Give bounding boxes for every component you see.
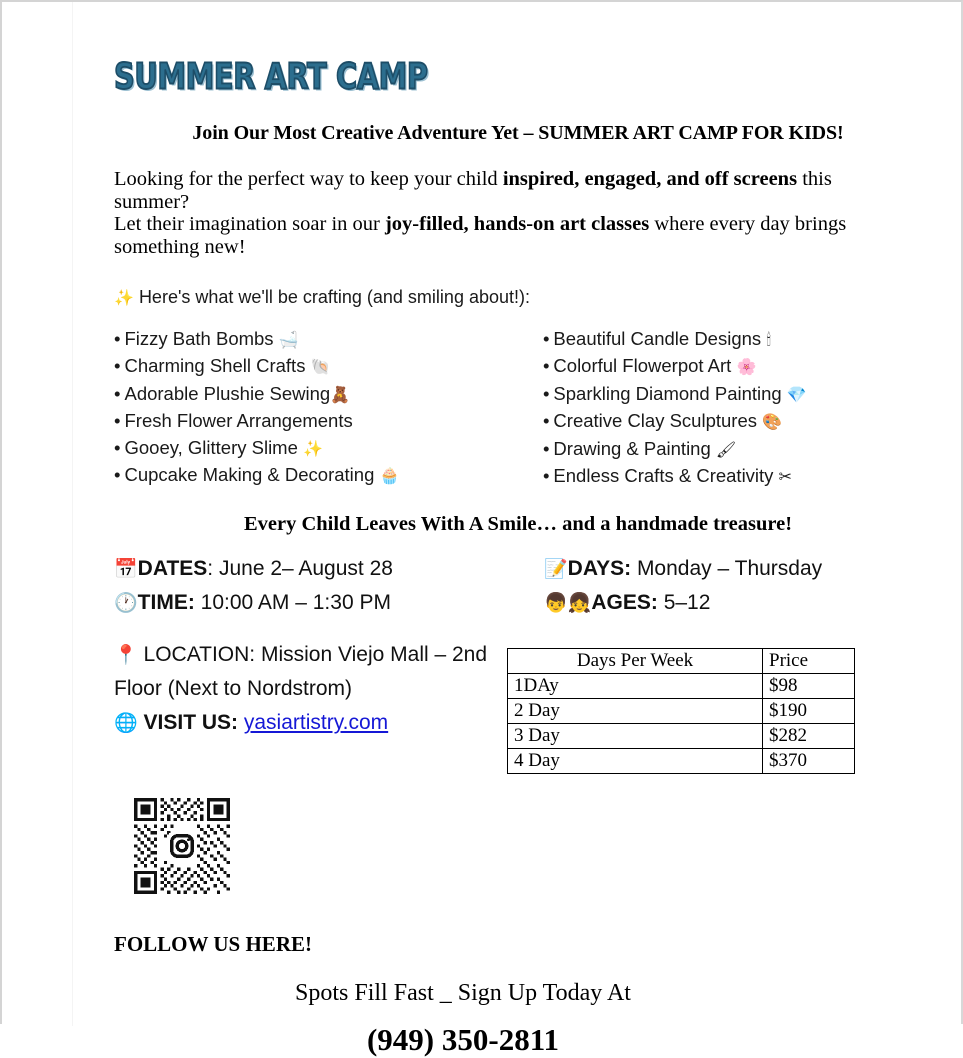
scissors-icon: ✂ [778,467,792,487]
list-item-label: Beautiful Candle Designs [553,328,762,349]
palette-icon: 🎨 [762,412,783,432]
location-and-pricing-row [114,638,922,774]
detail-time [114,586,544,620]
boy-girl-icon: 👦👧 [544,592,592,615]
cell-days: 2 Day [508,699,763,724]
list-item-label: Gooey, Glittery Slime [124,436,298,458]
list-item-label: Fizzy Bath Bombs [124,328,274,349]
calendar-icon: 📅 [114,558,138,581]
cell-days: 4 Day [508,749,763,774]
page-title: SUMMER ART CAMP [114,56,428,98]
list-item [543,381,922,408]
sparkles-icon: ✨ [303,438,323,458]
cell-price: $98 [763,674,855,699]
location-line-1 [114,638,507,672]
bullet-glyph: • [114,410,121,432]
details-block [114,552,922,620]
activities-lists [114,326,922,490]
list-item [114,435,543,462]
sparkles-icon: ✨ [114,288,134,307]
candle-icon: 🕯 [766,330,771,349]
location-block [114,638,507,740]
list-item-label: Colorful Flowerpot Art [553,355,732,377]
globe-icon: 🌐 [114,712,138,735]
bullet-glyph: • [542,382,550,404]
bullet-glyph: • [114,355,121,377]
intro-line2-bold: joy-filled, hands-on art classes [384,213,650,235]
table-row [508,724,855,749]
intro-paragraph [114,168,874,258]
location-label: LOCATION: [143,643,256,667]
table-row [508,699,855,724]
qr-code[interactable] [134,798,230,894]
visit-us-line [114,706,507,740]
intro-line1-bold: inspired, engaged, and off screens [502,168,798,190]
list-item-label: Fresh Flower Arrangements [124,410,353,432]
list-item-label: Adorable Plushie Sewing [124,382,331,404]
bullet-glyph: • [542,437,550,459]
list-item [114,381,543,408]
list-item [543,436,922,463]
pricing-table [507,648,855,774]
list-item [114,353,543,380]
table-header-row [508,649,855,674]
spots-fill-fast-text: Spots Fill Fast _ Sign Up Today At [295,980,631,1007]
crafting-lead [114,286,922,309]
crafting-lead-text: Here's what we'll be crafting (and smiling about!): [138,287,530,307]
blossom-icon: 🌸 [736,357,757,377]
detail-ages-value: 5–12 [663,591,711,615]
list-item-label: Sparkling Diamond Painting [553,382,782,404]
visit-us-label: VISIT US: [143,711,239,735]
list-item-label: Endless Crafts & Creativity [553,465,774,487]
teddy-bear-icon: 🧸 [330,384,351,404]
list-item-label: Creative Clay Sculptures [553,410,758,432]
intro-line3: something new! [114,235,246,258]
activities-left-column [114,326,543,490]
bathtub-icon: 🛁 [278,330,299,349]
list-item-label: Charming Shell Crafts [124,355,306,377]
detail-days [544,552,922,586]
list-item-label: Drawing & Painting [553,437,711,459]
detail-days-value: Monday – Thursday [636,557,823,581]
cell-price: $190 [763,699,855,724]
list-item [543,353,922,380]
details-right-column [544,552,922,620]
tagline: Join Our Most Creative Adventure Yet – SUMMER ART CAMP FOR KIDS! [192,122,844,144]
cell-price: $370 [763,749,855,774]
flyer-content [114,2,922,1058]
detail-dates [114,552,544,586]
follow-us-heading: FOLLOW US HERE! [114,932,312,957]
location-line-2: Floor (Next to Nordstrom) [114,677,353,701]
detail-ages [544,586,922,620]
shell-icon: 🐚 [310,357,331,377]
bullet-glyph: • [542,410,550,432]
detail-days-label: DAYS: [567,557,632,581]
intro-line2-post: where every day brings [649,213,847,235]
bullet-glyph: • [542,355,550,377]
detail-ages-label: AGES: [591,591,658,615]
table-row [508,749,855,774]
website-link[interactable]: yasiartistry.com [243,711,389,735]
column-header-days-per-week: Days Per Week [508,649,763,674]
bullet-glyph: • [114,382,121,404]
smile-tagline: Every Child Leaves With A Smile… and a handmade treasure! [243,513,793,536]
list-item [114,408,543,434]
detail-dates-label: DATES [137,557,208,581]
list-item [114,326,543,353]
intro-line2-pre: Let their imagination soar in our [114,213,385,235]
detail-dates-value: June 2– August 28 [218,557,393,581]
phone-number: (949) 350-2811 [366,1022,559,1058]
bullet-glyph: • [114,436,121,458]
cell-price: $282 [763,724,855,749]
location-value-line1: Mission Viejo Mall – 2nd [260,643,488,667]
cupcake-icon: 🧁 [379,466,400,486]
memo-icon: 📝 [544,558,568,581]
clock-icon: 🕐 [114,592,138,615]
details-left-column [114,552,544,620]
cell-days: 1DAy [508,674,763,699]
bullet-glyph: • [114,328,121,349]
qr-code-graphic [134,798,230,894]
list-item [543,463,922,490]
cell-days: 3 Day [508,724,763,749]
detail-time-value: 10:00 AM – 1:30 PM [200,591,391,615]
activities-right-column [543,326,922,490]
bullet-glyph: • [542,465,550,487]
column-header-price: Price [763,649,855,674]
list-item-label: Cupcake Making & Decorating [124,464,375,486]
list-item [543,326,922,353]
detail-dates-sep: : [207,557,219,581]
gem-icon: 💎 [786,384,807,404]
paintbrush-icon: 🖌 [715,439,737,459]
detail-time-label: TIME: [137,591,195,615]
round-pushpin-icon: 📍 [114,644,138,667]
table-row [508,674,855,699]
bullet-glyph: • [542,328,550,349]
intro-line1-pre: Looking for the perfect way to keep your child [114,168,503,190]
page-margin-guide [72,2,73,1026]
list-item [543,408,922,435]
list-item [114,462,543,489]
bullet-glyph: • [114,464,121,486]
intro-line1-post: this summer? [114,168,832,213]
